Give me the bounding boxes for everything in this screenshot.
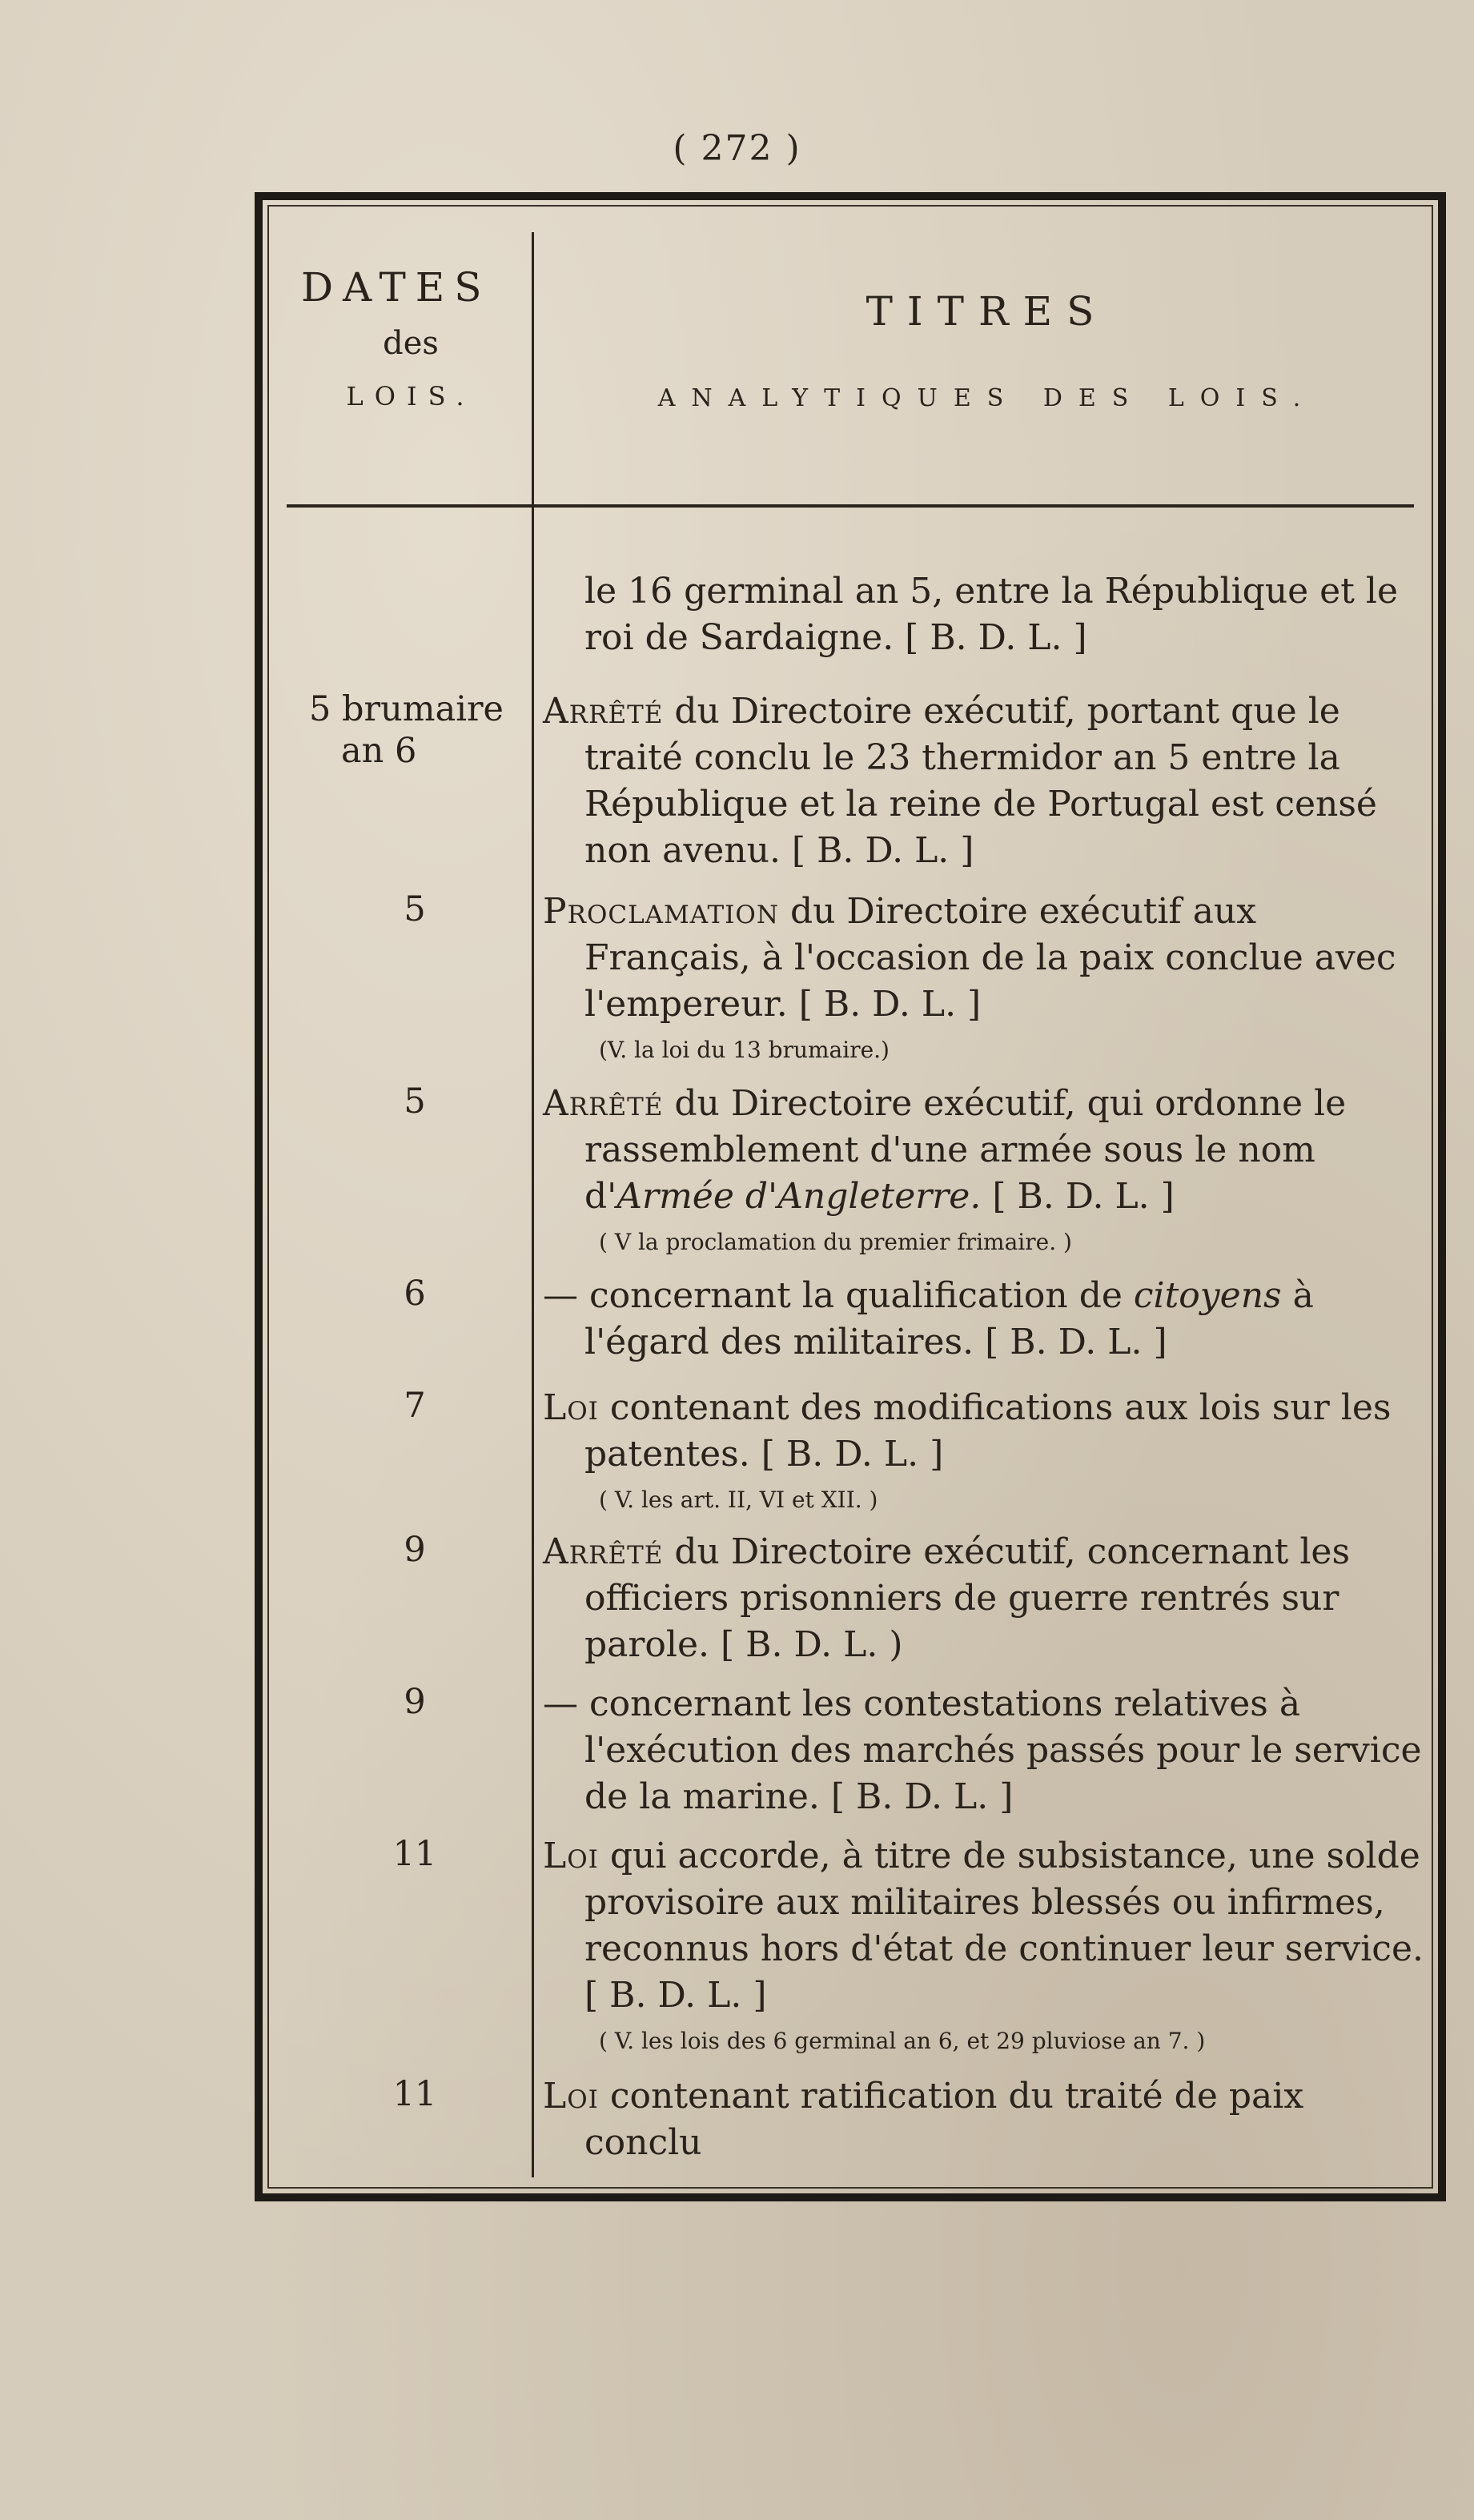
dates-header-lois: LOIS. — [346, 381, 476, 411]
entry-keyword: Arrêté — [543, 691, 664, 732]
entry-keyword: Arrêté — [543, 1083, 664, 1124]
column-divider — [532, 232, 534, 2177]
entry-keyword: Loi — [543, 1836, 599, 1876]
entry-text: contenant ratification du traité de paix conclu — [584, 2076, 1304, 2163]
entry-line: roi de Sardaigne. [ B. D. L. ] — [584, 617, 1087, 658]
entry-text: du Directoire exécutif, concernant les officiers prisonniers de guerre rentrés sur parole. [ B. D. L. ) — [584, 1531, 1351, 1665]
table-frame — [255, 192, 1446, 2201]
dates-header — [295, 264, 527, 411]
entry-keyword: Proclamation — [543, 891, 779, 932]
entry-note: ( V. les art. II, VI et XII. ) — [599, 1487, 878, 1513]
entry-date: 5 — [404, 1081, 426, 1122]
entry-text: contenant des modifications aux lois sur les patentes. [ B. D. L. ] — [584, 1387, 1392, 1475]
entry-note: ( V. les lois des 6 germinal an 6, et 29 pluviose an 7. ) — [599, 2028, 1206, 2054]
entry-date: 7 — [404, 1386, 426, 1426]
entry-date: 11 — [392, 2074, 437, 2114]
dates-header-des: des — [383, 325, 439, 362]
entry-date: 11 — [392, 1834, 437, 1874]
titres-header — [543, 288, 1432, 412]
entry-text: du Directoire exécutif aux Français, à l'occasion de la paix conclue avec l'empereur. [ B. D. L. ] — [584, 891, 1396, 1025]
entry-note: ( V la proclamation du premier frimaire. ) — [599, 1229, 1072, 1255]
entry-date: 9 — [404, 1682, 426, 1722]
entry-date: 9 — [404, 1530, 426, 1570]
titres-header-subtitle: ANALYTIQUES DES LOIS. — [657, 384, 1317, 412]
entry-keyword: Loi — [543, 1387, 599, 1428]
entry-text: du Directoire exécutif, qui ordonne le rassemblement d'une armée sous le nom d' — [584, 1083, 1347, 1217]
entry-text: — concernant les contestations relatives à l'exécution des marchés passés pour le service de la marine. [ B. D. L. ] — [543, 1683, 1422, 1817]
entry-italic: Armée d'Angleterre. — [617, 1176, 982, 1217]
entry-text: du Directoire exécutif, portant que le traité conclu le 23 thermidor an 5 entre la République et la reine de Portugal est censé non avenu. [ B. D. L. ] — [584, 691, 1377, 871]
entry-note: (V. la loi du 13 brumaire.) — [599, 1037, 890, 1063]
entry-date: 6 — [404, 1274, 426, 1314]
header-rule — [287, 504, 1414, 508]
entry-keyword: Arrêté — [543, 1531, 664, 1572]
page-number: ( 272 ) — [673, 128, 801, 169]
entry-date: 5 — [404, 889, 426, 929]
entry-text-end: [ B. D. L. ] — [981, 1176, 1175, 1217]
dates-header-title: DATES — [301, 264, 492, 311]
entry-text: — concernant la qualification de — [543, 1275, 1134, 1316]
entry-text: qui accorde, à titre de subsistance, une solde provisoire aux militaires blessés ou infirmes, reconnus hors d'état de continuer leur service. [ B. D. L. ] — [584, 1836, 1424, 2016]
entry-keyword: Loi — [543, 2076, 599, 2117]
entry-text-end: à l'égard des militaires. [ B. D. L. ] — [584, 1275, 1314, 1362]
entry-line: le 16 germinal an 5, entre la République et le — [584, 571, 1398, 612]
entry-italic: citoyens — [1133, 1275, 1282, 1316]
titres-header-title: TITRES — [866, 288, 1109, 335]
entry-date: 5 brumaire an 6 — [309, 689, 504, 771]
